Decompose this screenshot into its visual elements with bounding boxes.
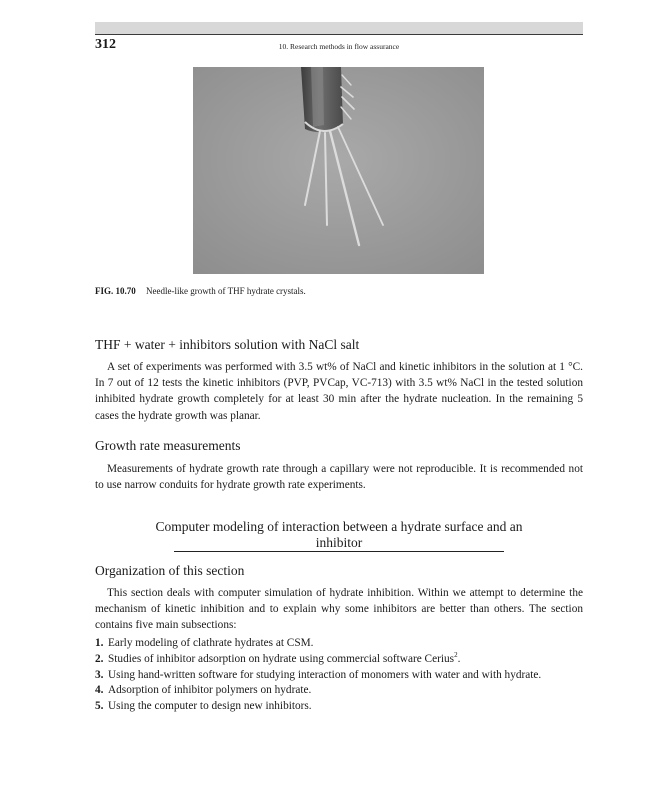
list-item: 1. Early modeling of clathrate hydrates at CSM. — [95, 637, 314, 649]
figure-label: FIG. 10.70 — [95, 286, 136, 296]
figure-caption-text: Needle-like growth of THF hydrate crystals. — [146, 286, 306, 296]
figure-photo — [193, 67, 484, 274]
list-item: 3. Using hand-written software for studying interaction of monomers with water and with hydrate. — [95, 668, 542, 681]
thf-crystal-photo — [193, 67, 484, 274]
section-title-organization: Organization of this section — [95, 563, 245, 578]
subsection-list — [95, 636, 583, 715]
list-item: 5. Using the computer to design new inhibitors. — [95, 700, 312, 713]
subsection-rule — [174, 551, 504, 552]
figure-caption — [95, 286, 306, 296]
section-body-thf: A set of experiments was performed with 3.5 wt% of NaCl and kinetic inhibitors in the solution at 1 °C. In 7 out of 12 tests the kinetic inhibitors (PVP, PVCap, VC-713) with 3.5 wt% NaCl in the tested solution inhibited hydrate growth completely for at least 30 min after the hydrate nucleation. In the remaining 5 cases the hydrate growth was planar. — [95, 361, 583, 422]
list-item: 4. Adsorption of inhibitor polymers on hydrate. — [95, 684, 312, 697]
list-item: 2. Studies of inhibitor adsorption on hydrate using commercial software Cerius$^2$. — [95, 651, 461, 665]
page-number: 312 — [95, 37, 116, 52]
section-title-thf: THF + water + inhibitors solution with NaCl salt — [95, 337, 360, 352]
section-body-organization: This section deals with computer simulation of hydrate inhibition. Within we attempt to determine the mechanism of kinetic inhibition and to explain why some inhibitors are better than others. The section contains five main subsections: — [95, 587, 583, 632]
section-title-growth: Growth rate measurements — [95, 438, 241, 453]
section-body-growth: Measurements of hydrate growth rate through a capillary were not reproducible. It is recommended not to use narrow conduits for hydrate growth rate experiments. — [95, 463, 583, 492]
subsection-title-modeling: Computer modeling of interaction between a hydrate surface and an inhibitor — [155, 519, 523, 550]
header-bar — [95, 22, 583, 35]
running-head: 10. Research methods in flow assurance — [278, 42, 400, 51]
